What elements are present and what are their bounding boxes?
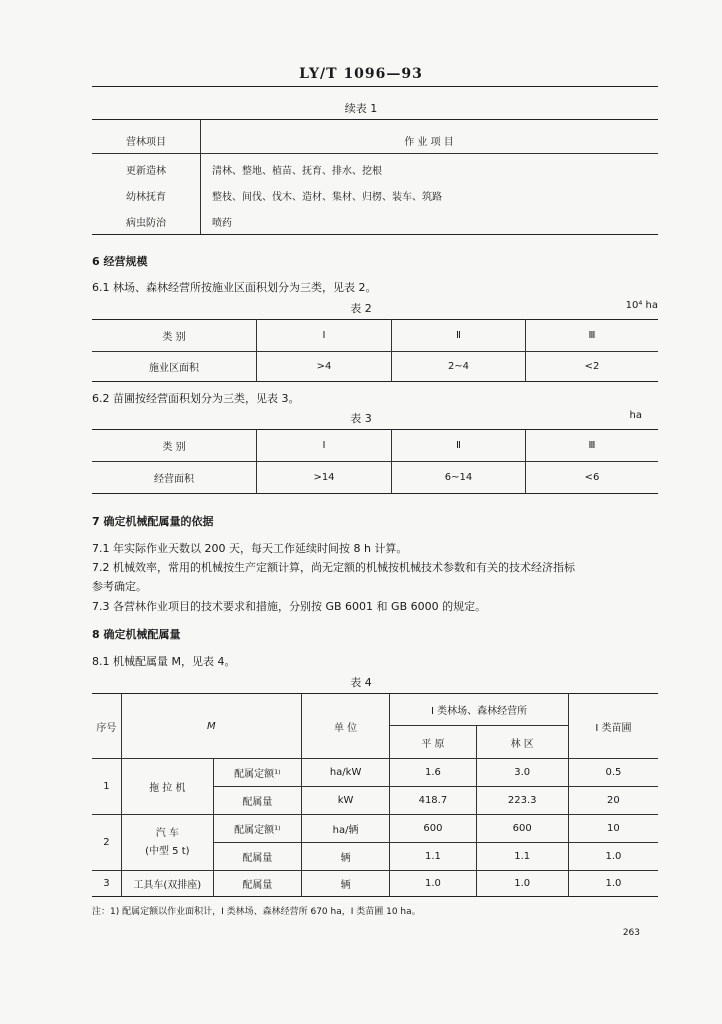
table3-header-class: I <box>257 430 392 462</box>
section-8-title: 8 确定机械配属量 <box>92 628 181 641</box>
table3 <box>92 429 658 494</box>
table2-header-class: Ⅲ <box>588 330 596 341</box>
table4-cell-nursery: 20 <box>607 795 620 806</box>
section-6-title: 6 经营规模 <box>92 255 148 268</box>
table4-row-sub: 配属定额¹⁾ <box>213 815 301 843</box>
table4-cell-nursery: 1.0 <box>605 851 622 862</box>
table4-cell-forest: 600 <box>476 815 568 843</box>
table4-cell-forest: 223.3 <box>476 787 568 815</box>
table4-row-name: 汽 车 <box>155 827 179 839</box>
table4-row-name: 拖 拉 机 <box>121 759 213 815</box>
table4-header-no: 序号 <box>92 694 121 759</box>
table1-top-rule <box>92 119 658 120</box>
clause-6-1: 6.1 林场、森林经营所按施业区面积划分为三类，见表 2。 <box>92 281 377 294</box>
table4-cell-forest: 1.1 <box>476 843 568 871</box>
table4-cell-plain: 1.6 <box>390 759 476 787</box>
table1-caption: 续表 1 <box>344 102 378 115</box>
table1-header-task: 作 业 项 目 <box>404 137 454 148</box>
table4-row-name-cell <box>121 815 213 871</box>
table4-cell-unit: ha/kW <box>301 759 389 787</box>
table2-caption: 表 2 <box>350 302 372 315</box>
standard-header: LY/T 1096—93 <box>299 66 423 82</box>
table1-row-project: 幼林抚育 <box>126 192 166 203</box>
table4-caption: 表 4 <box>350 676 372 689</box>
clause-8-1: 8.1 机械配属量 M，见表 4。 <box>92 655 236 668</box>
table4-header-m: M <box>121 694 301 759</box>
table1-row-task: 清林、整地、植苗、抚育、排水、挖根 <box>212 166 382 177</box>
table4-header-unit: 单 位 <box>301 694 389 759</box>
section-7-title: 7 确定机械配属量的依据 <box>92 515 214 528</box>
table4-cell-plain: 1.1 <box>390 843 476 871</box>
table1-header-project: 营林项目 <box>126 137 166 148</box>
table3-caption: 表 3 <box>350 412 372 425</box>
table1-row-task: 整枝、间伐、伐木、造材、集材、归楞、装车、筑路 <box>212 192 442 203</box>
table3-header-class: Ⅲ <box>588 440 596 451</box>
table4-row-no: 2 <box>92 815 121 871</box>
table1-row-task: 喷药 <box>212 218 232 229</box>
table4-row-sub: 配属量 <box>213 843 301 871</box>
table4-row-sub: 配属量 <box>213 871 301 897</box>
table4-header-group: I 类林场、森林经营所 <box>390 694 569 726</box>
clause-7-2-cont: 参考确定。 <box>92 580 147 593</box>
table4-cell-nursery: 10 <box>568 815 658 843</box>
table3-cell: 6~14 <box>392 462 526 494</box>
clause-7-2: 7.2 机械效率，常用的机械按生产定额计算，尚无定额的机械按机械技术参数和有关的技术经济指标 <box>92 561 575 574</box>
table2-header-label: 类 别 <box>92 320 257 352</box>
clause-6-2: 6.2 苗圃按经营面积划分为三类，见表 3。 <box>92 392 300 405</box>
table4-cell-nursery: 0.5 <box>568 759 658 787</box>
page-number: 263 <box>622 928 640 938</box>
table2-cell: <2 <box>526 352 659 382</box>
table4-cell-unit: ha/辆 <box>301 815 389 843</box>
table4-cell-unit: 辆 <box>301 843 389 871</box>
table3-row-label: 经营面积 <box>92 462 257 494</box>
table3-cell: <6 <box>526 462 659 494</box>
table4-header-nursery: I 类苗圃 <box>595 722 632 734</box>
header-rule <box>92 86 658 87</box>
table4-row-sub: 配属量 <box>213 787 301 815</box>
table3-cell: >14 <box>257 462 392 494</box>
table2 <box>92 319 658 382</box>
table3-unit: ha <box>629 410 642 421</box>
table4-row-no: 3 <box>92 871 121 897</box>
table2-row-label: 施业区面积 <box>92 352 257 382</box>
table1-row-project: 更新造林 <box>126 166 166 177</box>
table1-header-rule <box>92 153 658 154</box>
table2-header-class: I <box>257 320 392 352</box>
clause-7-1: 7.1 年实际作业天数以 200 天，每天工作延续时间按 8 h 计算。 <box>92 542 408 555</box>
table3-header-class: Ⅱ <box>392 430 526 462</box>
table4-cell-forest: 3.0 <box>476 759 568 787</box>
table4-header-plain: 平 原 <box>390 726 476 759</box>
table4-cell-plain: 1.0 <box>390 871 476 897</box>
table4-cell-forest: 1.0 <box>476 871 568 897</box>
table4-row-sub: 配属定额¹⁾ <box>213 759 301 787</box>
table4-row-no: 1 <box>92 759 121 815</box>
table4-cell-unit: kW <box>301 787 389 815</box>
table4-row-name: 工具车(双排座) <box>121 871 213 897</box>
table4-cell-nursery: 1.0 <box>568 871 658 897</box>
table4 <box>92 693 658 897</box>
table4-header-forest: 林 区 <box>476 726 568 759</box>
table2-unit: 10⁴ ha <box>625 300 658 311</box>
table4-footnote: 注：1) 配属定额以作业面积计，I 类林场、森林经营所 670 ha，I 类苗圃 10 ha。 <box>92 907 421 917</box>
table4-row-name-sub: (中型 5 t) <box>145 845 190 857</box>
table1-row-project: 病虫防治 <box>126 218 166 229</box>
table4-cell-plain: 418.7 <box>390 787 476 815</box>
table1-bottom-rule <box>92 234 658 235</box>
table3-header-label: 类 别 <box>92 430 257 462</box>
table4-cell-plain: 600 <box>390 815 476 843</box>
table2-cell: >4 <box>257 352 392 382</box>
table2-cell: 2~4 <box>392 352 526 382</box>
clause-7-3: 7.3 各营林作业项目的技术要求和措施，分别按 GB 6001 和 GB 6000 的规定。 <box>92 600 487 613</box>
table2-header-class: Ⅱ <box>392 320 526 352</box>
table4-cell-unit: 辆 <box>301 871 389 897</box>
